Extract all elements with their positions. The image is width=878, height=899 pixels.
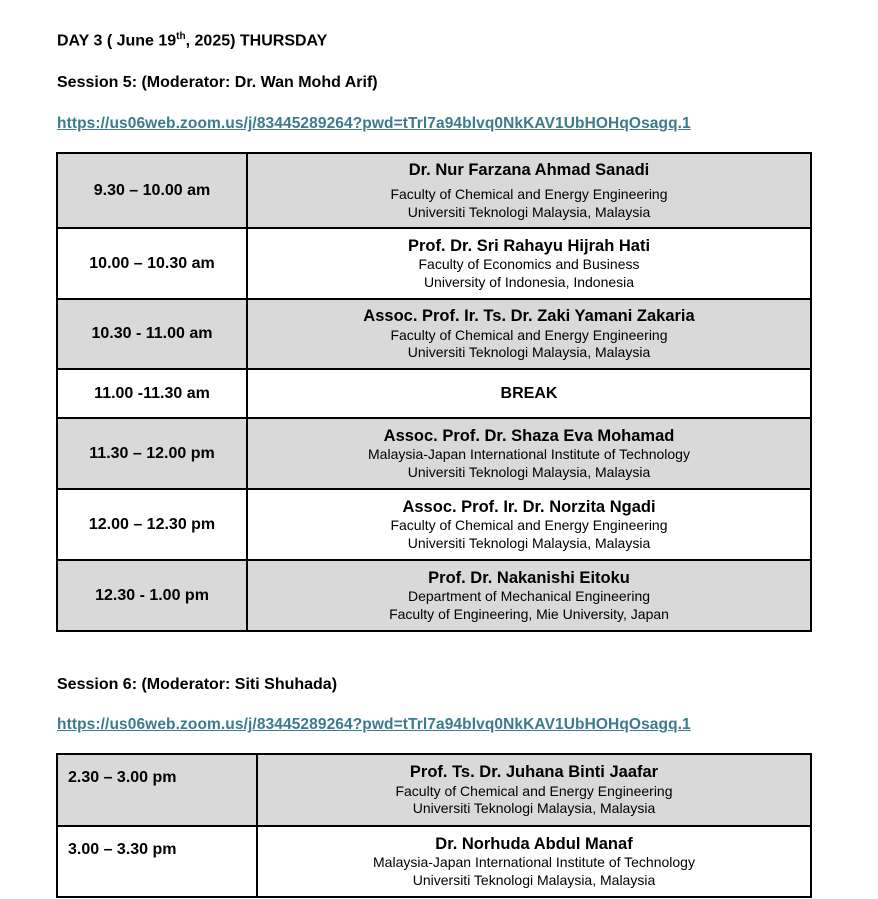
speaker-name: Assoc. Prof. Ir. Ts. Dr. Zaki Yamani Zakaria — [363, 307, 695, 326]
speaker-affiliation-1: Faculty of Economics and Business — [418, 256, 640, 273]
time-cell: 9.30 – 10.00 am — [57, 153, 247, 228]
speaker-name: Assoc. Prof. Dr. Shaza Eva Mohamad — [383, 426, 675, 445]
speaker-affiliation-1: Malaysia-Japan International Institute of Technology — [373, 854, 695, 871]
speaker-name: Prof. Dr. Nakanishi Eitoku — [428, 568, 630, 587]
speaker-affiliation-1: Faculty of Chemical and Energy Engineering — [390, 326, 668, 343]
break-cell — [247, 369, 811, 418]
day-heading — [57, 31, 327, 50]
time-cell: 12.30 - 1.00 pm — [57, 560, 247, 631]
speaker-name: Prof. Ts. Dr. Juhana Binti Jaafar — [409, 763, 659, 782]
table-row — [57, 299, 811, 369]
day-heading-prefix: DAY 3 ( June 19 — [57, 32, 177, 50]
speaker-affiliation-1: Malaysia-Japan International Institute of Technology — [368, 446, 690, 463]
day-heading-sup: th — [176, 31, 186, 42]
session5-zoom-link[interactable]: https://us06web.zoom.us/j/83445289264?pwd=tTrl7a94blvq0NkKAV1UbHOHqOsagq.1 — [57, 115, 691, 132]
speaker-cell — [247, 228, 811, 299]
speaker-cell — [247, 418, 811, 489]
session6-zoom-link[interactable]: https://us06web.zoom.us/j/83445289264?pwd=tTrl7a94blvq0NkKAV1UbHOHqOsagq.1 — [57, 716, 691, 733]
speaker-cell — [247, 153, 811, 228]
table-row — [57, 826, 811, 897]
table-row — [57, 153, 811, 228]
speaker-cell — [247, 560, 811, 631]
speaker-affiliation-1: Faculty of Chemical and Energy Engineering — [390, 517, 668, 534]
break-label: BREAK — [500, 384, 558, 402]
table-row — [57, 754, 811, 826]
speaker-affiliation-2: Universiti Teknologi Malaysia, Malaysia — [407, 534, 651, 551]
time-cell: 10.00 – 10.30 am — [57, 228, 247, 299]
speaker-name: Prof. Dr. Sri Rahayu Hijrah Hati — [407, 236, 651, 255]
table-row — [57, 228, 811, 299]
speaker-cell — [257, 826, 811, 897]
table-row — [57, 369, 811, 418]
speaker-cell — [247, 299, 811, 369]
table-row — [57, 489, 811, 560]
table-row — [57, 560, 811, 631]
speaker-affiliation-1: Faculty of Chemical and Energy Engineering — [395, 782, 673, 799]
table-row — [57, 418, 811, 489]
speaker-affiliation-2: Universiti Teknologi Malaysia, Malaysia — [412, 800, 656, 817]
time-cell: 2.30 – 3.00 pm — [57, 754, 257, 826]
speaker-affiliation-2: University of Indonesia, Indonesia — [423, 273, 635, 290]
speaker-affiliation-2: Universiti Teknologi Malaysia, Malaysia — [412, 871, 656, 888]
speaker-cell — [247, 489, 811, 560]
time-cell: 12.00 – 12.30 pm — [57, 489, 247, 560]
speaker-affiliation-2: Universiti Teknologi Malaysia, Malaysia — [407, 463, 651, 480]
session6-table — [56, 753, 812, 898]
time-cell: 10.30 - 11.00 am — [57, 299, 247, 369]
speaker-affiliation-2: Faculty of Engineering, Mie University, Japan — [389, 605, 669, 622]
session6-title: Session 6: (Moderator: Siti Shuhada) — [57, 676, 338, 693]
speaker-name: Dr. Nur Farzana Ahmad Sanadi — [408, 160, 650, 179]
day-heading-suffix: , 2025) THURSDAY — [185, 32, 328, 50]
time-cell: 3.00 – 3.30 pm — [57, 826, 257, 897]
time-cell: 11.00 -11.30 am — [57, 369, 247, 418]
time-cell: 11.30 – 12.00 pm — [57, 418, 247, 489]
speaker-name: Assoc. Prof. Ir. Dr. Norzita Ngadi — [402, 497, 656, 516]
speaker-affiliation-1: Faculty of Chemical and Energy Engineering — [390, 186, 668, 203]
session5-table — [56, 152, 812, 632]
speaker-affiliation-1: Department of Mechanical Engineering — [407, 588, 651, 605]
speaker-affiliation-2: Universiti Teknologi Malaysia, Malaysia — [407, 344, 651, 361]
session5-title: Session 5: (Moderator: Dr. Wan Mohd Arif) — [57, 74, 378, 91]
speaker-cell — [257, 754, 811, 826]
speaker-name: Dr. Norhuda Abdul Manaf — [435, 834, 633, 853]
speaker-affiliation-2: Universiti Teknologi Malaysia, Malaysia — [407, 203, 651, 220]
